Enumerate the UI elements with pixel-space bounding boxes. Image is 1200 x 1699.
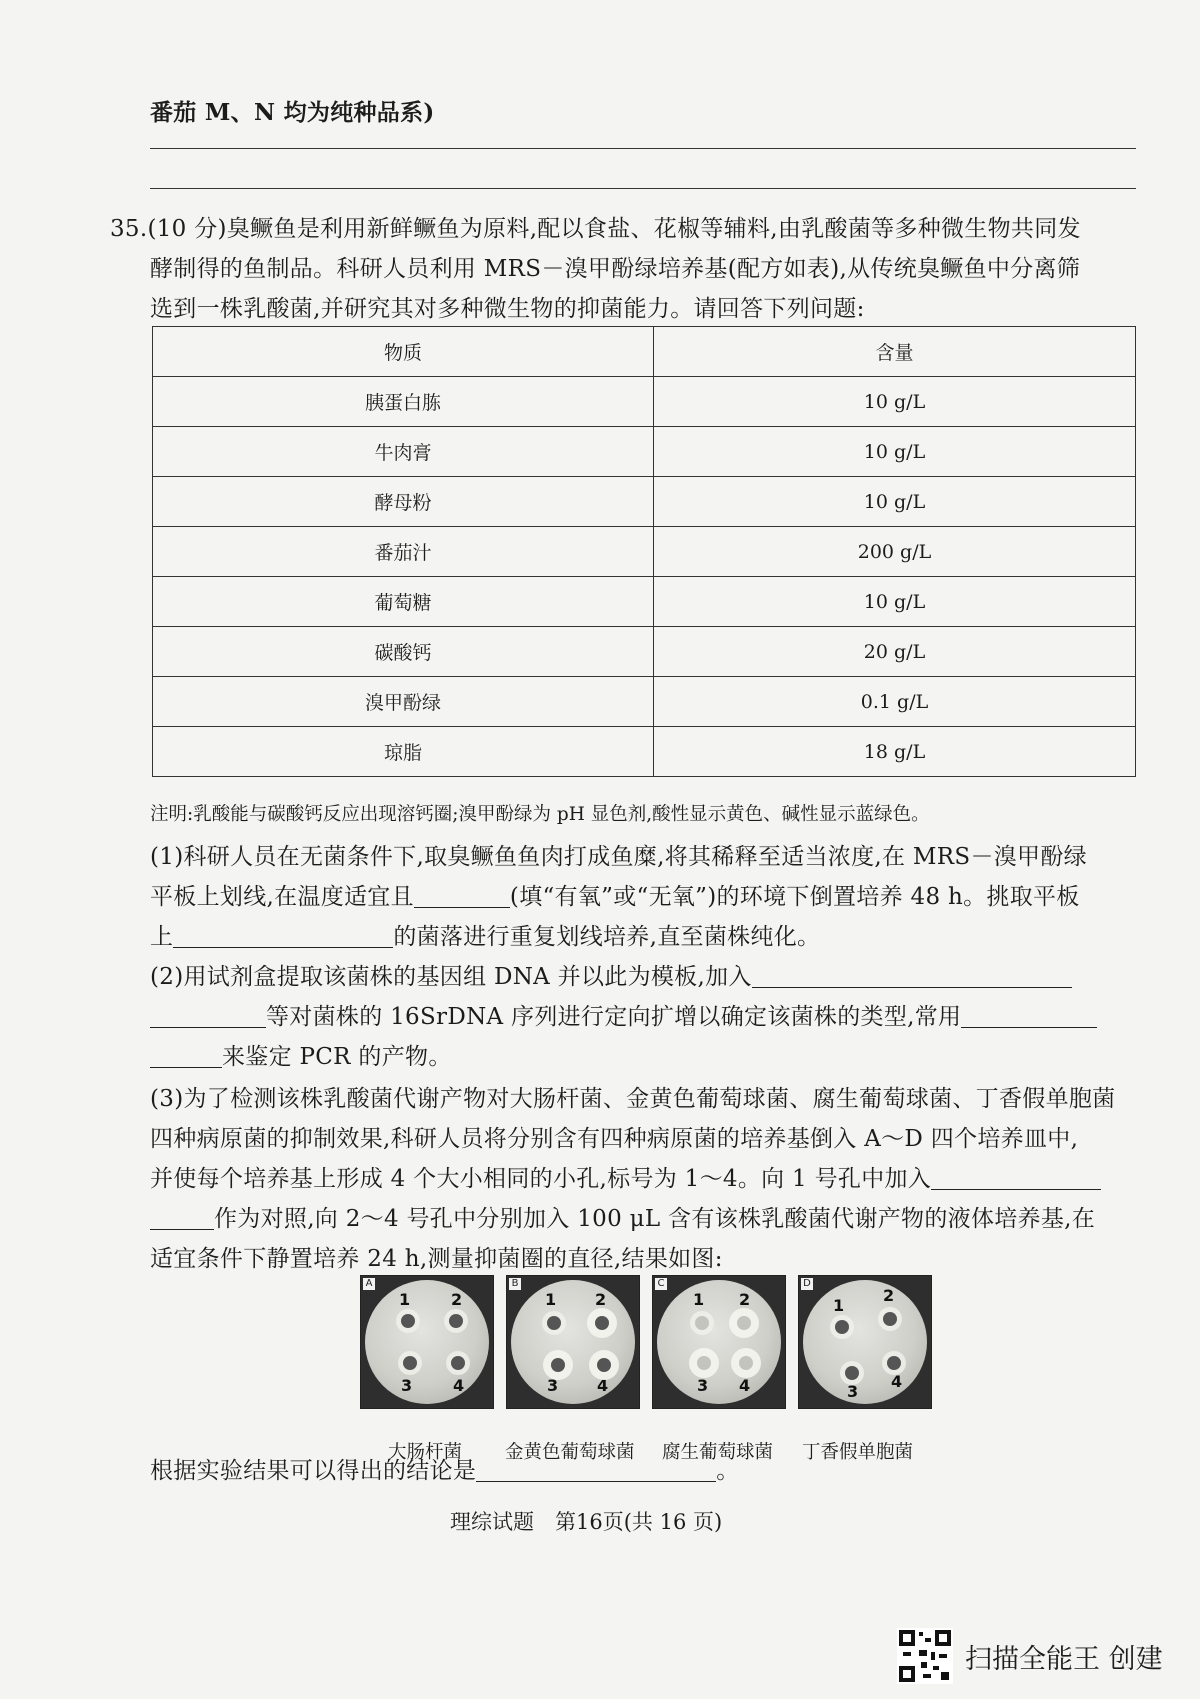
dish-surface	[803, 1280, 927, 1404]
scanner-watermark: 扫描全能王 创建	[965, 1644, 1163, 1675]
hole-label: 4	[597, 1376, 609, 1395]
amount-cell: 10 g/L	[654, 477, 1136, 527]
substance-cell: 番茄汁	[153, 527, 654, 577]
answer-blank[interactable]	[961, 1005, 1097, 1028]
hole-label: 2	[883, 1286, 895, 1305]
hole-label: 1	[833, 1296, 845, 1315]
table-row	[153, 677, 1136, 727]
part1-text: 平板上划线,在温度适宜且	[150, 884, 414, 910]
part2-text: 来鉴定 PCR 的产物。	[222, 1044, 452, 1070]
part1-line: (1)科研人员在无菌条件下,取臭鳜鱼鱼肉打成鱼糜,将其稀释至适当浓度,在 MRS－溴甲酚绿	[150, 844, 1087, 870]
well-hole	[845, 1366, 859, 1380]
well-hole	[597, 1358, 611, 1372]
hole-label: 2	[451, 1290, 463, 1309]
dish-surface	[365, 1280, 489, 1404]
dish-surface	[657, 1280, 781, 1404]
table-row	[153, 727, 1136, 777]
table-row	[153, 377, 1136, 427]
hole-label: 3	[697, 1376, 709, 1395]
part3-line: (3)为了检测该株乳酸菌代谢产物对大肠杆菌、金黄色葡萄球菌、腐生葡萄球菌、丁香假单胞菌	[150, 1086, 1116, 1112]
part1-line	[150, 878, 1080, 911]
amount-cell: 20 g/L	[654, 627, 1136, 677]
part3-line: 适宜条件下静置培养 24 h,测量抑菌圈的直径,结果如图:	[150, 1246, 723, 1272]
substance-cell: 酵母粉	[153, 477, 654, 527]
answer-blank[interactable]	[752, 965, 1072, 988]
well-hole	[449, 1314, 463, 1328]
hole-label: 1	[693, 1290, 705, 1309]
petri-dish-figure	[360, 1275, 930, 1425]
hole-label: 3	[547, 1376, 559, 1395]
part3-line	[150, 1200, 1095, 1233]
substance-cell: 胰蛋白胨	[153, 377, 654, 427]
medium-recipe-table	[152, 326, 1136, 777]
part2-line	[150, 958, 1072, 991]
well-hole	[695, 1316, 709, 1330]
plate-caption: 金黄色葡萄球菌	[505, 1442, 635, 1463]
amount-cell: 10 g/L	[654, 577, 1136, 627]
hole-label: 2	[595, 1290, 607, 1309]
well-hole	[835, 1320, 849, 1334]
well-hole	[551, 1358, 565, 1372]
table-note: 注明:乳酸能与碳酸钙反应出现溶钙圈;溴甲酚绿为 pH 显色剂,酸性显示黄色、碱性显示蓝绿色。	[150, 804, 930, 825]
table-row	[153, 427, 1136, 477]
part1-line	[150, 918, 820, 951]
hole-label: 4	[453, 1376, 465, 1395]
answer-blank[interactable]	[476, 1459, 716, 1482]
part2-text: 等对菌株的 16SrDNA 序列进行定向扩增以确定该菌株的类型,常用	[266, 1004, 962, 1030]
well-hole	[887, 1356, 901, 1370]
conclusion-text: 。	[716, 1458, 740, 1484]
well-hole	[697, 1356, 711, 1370]
petri-dish-d	[798, 1275, 932, 1409]
well-hole	[739, 1356, 753, 1370]
substance-cell: 琼脂	[153, 727, 654, 777]
well-hole	[547, 1316, 561, 1330]
part1-text: 上	[150, 924, 174, 950]
substance-cell: 碳酸钙	[153, 627, 654, 677]
page-footer: 理综试题 第16页(共 16 页)	[450, 1510, 723, 1534]
answer-blank[interactable]	[414, 885, 510, 908]
hole-label: 3	[847, 1382, 859, 1401]
plate-tag: C	[655, 1278, 667, 1290]
amount-cell: 18 g/L	[654, 727, 1136, 777]
well-hole	[737, 1316, 751, 1330]
q35-intro-line: 35.(10 分)臭鳜鱼是利用新鲜鳜鱼为原料,配以食盐、花椒等辅料,由乳酸菌等多种微生物共同发	[110, 216, 1081, 242]
q35-intro-line: 酵制得的鱼制品。科研人员利用 MRS－溴甲酚绿培养基(配方如表),从传统臭鳜鱼中分离筛	[150, 256, 1081, 282]
well-hole	[883, 1312, 897, 1326]
answer-blank[interactable]	[931, 1167, 1101, 1190]
part3-line: 四种病原菌的抑制效果,科研人员将分别含有四种病原菌的培养基倒入 A～D 四个培养皿中,	[150, 1126, 1079, 1152]
answer-blank[interactable]	[173, 925, 393, 948]
amount-cell: 200 g/L	[654, 527, 1136, 577]
hole-label: 1	[399, 1290, 411, 1309]
plate-tag: A	[363, 1278, 375, 1290]
answer-line	[150, 148, 1136, 149]
substance-cell: 牛肉膏	[153, 427, 654, 477]
answer-blank[interactable]	[150, 1045, 222, 1068]
plate-caption: 大肠杆菌	[388, 1442, 463, 1463]
conclusion-line	[150, 1452, 740, 1485]
plate-caption: 丁香假单胞菌	[802, 1442, 914, 1463]
part3-text: 并使每个培养基上形成 4 个大小相同的小孔,标号为 1～4。向 1 号孔中加入	[150, 1166, 932, 1192]
part3-line	[150, 1160, 1101, 1193]
well-hole	[451, 1356, 465, 1370]
petri-dish-c	[652, 1275, 786, 1409]
amount-cell: 10 g/L	[654, 377, 1136, 427]
answer-blank[interactable]	[150, 1207, 214, 1230]
plate-tag: D	[801, 1278, 813, 1290]
plate-caption: 腐生葡萄球菌	[662, 1442, 774, 1463]
part1-text: (填“有氧”或“无氧”)的环境下倒置培养 48 h。挑取平板	[509, 884, 1080, 910]
column-header-substance: 物质	[153, 327, 654, 377]
hole-label: 4	[891, 1372, 903, 1391]
hole-label: 4	[739, 1376, 751, 1395]
table-header-row	[153, 327, 1136, 377]
part3-text: 作为对照,向 2～4 号孔中分别加入 100 μL 含有该株乳酸菌代谢产物的液体培养基,在	[214, 1206, 1096, 1232]
table-row	[153, 627, 1136, 677]
answer-blank[interactable]	[150, 1005, 266, 1028]
previous-question-tail: 番茄 M、N 均为纯种品系)	[150, 99, 435, 126]
conclusion-text: 根据实验结果可以得出的结论是	[150, 1458, 477, 1484]
answer-line	[150, 188, 1136, 189]
q35-intro-line: 选到一株乳酸菌,并研究其对多种微生物的抑菌能力。请回答下列问题:	[150, 296, 865, 322]
dish-surface	[511, 1280, 635, 1404]
column-header-amount: 含量	[654, 327, 1136, 377]
amount-cell: 0.1 g/L	[654, 677, 1136, 727]
part2-line	[150, 1038, 452, 1071]
table-row	[153, 477, 1136, 527]
table-row	[153, 577, 1136, 627]
hole-label: 3	[401, 1376, 413, 1395]
well-hole	[403, 1356, 417, 1370]
hole-label: 2	[739, 1290, 751, 1309]
hole-label: 1	[545, 1290, 557, 1309]
part2-text: (2)用试剂盒提取该菌株的基因组 DNA 并以此为模板,加入	[150, 964, 752, 990]
part2-line	[150, 998, 1097, 1031]
qr-code-icon	[897, 1628, 953, 1684]
part1-text: 的菌落进行重复划线培养,直至菌株纯化。	[393, 924, 821, 950]
substance-cell: 葡萄糖	[153, 577, 654, 627]
well-hole	[595, 1316, 609, 1330]
plate-tag: B	[509, 1278, 521, 1290]
petri-dish-b	[506, 1275, 640, 1409]
well-hole	[401, 1314, 415, 1328]
petri-dish-a	[360, 1275, 494, 1409]
amount-cell: 10 g/L	[654, 427, 1136, 477]
substance-cell: 溴甲酚绿	[153, 677, 654, 727]
table-row	[153, 527, 1136, 577]
